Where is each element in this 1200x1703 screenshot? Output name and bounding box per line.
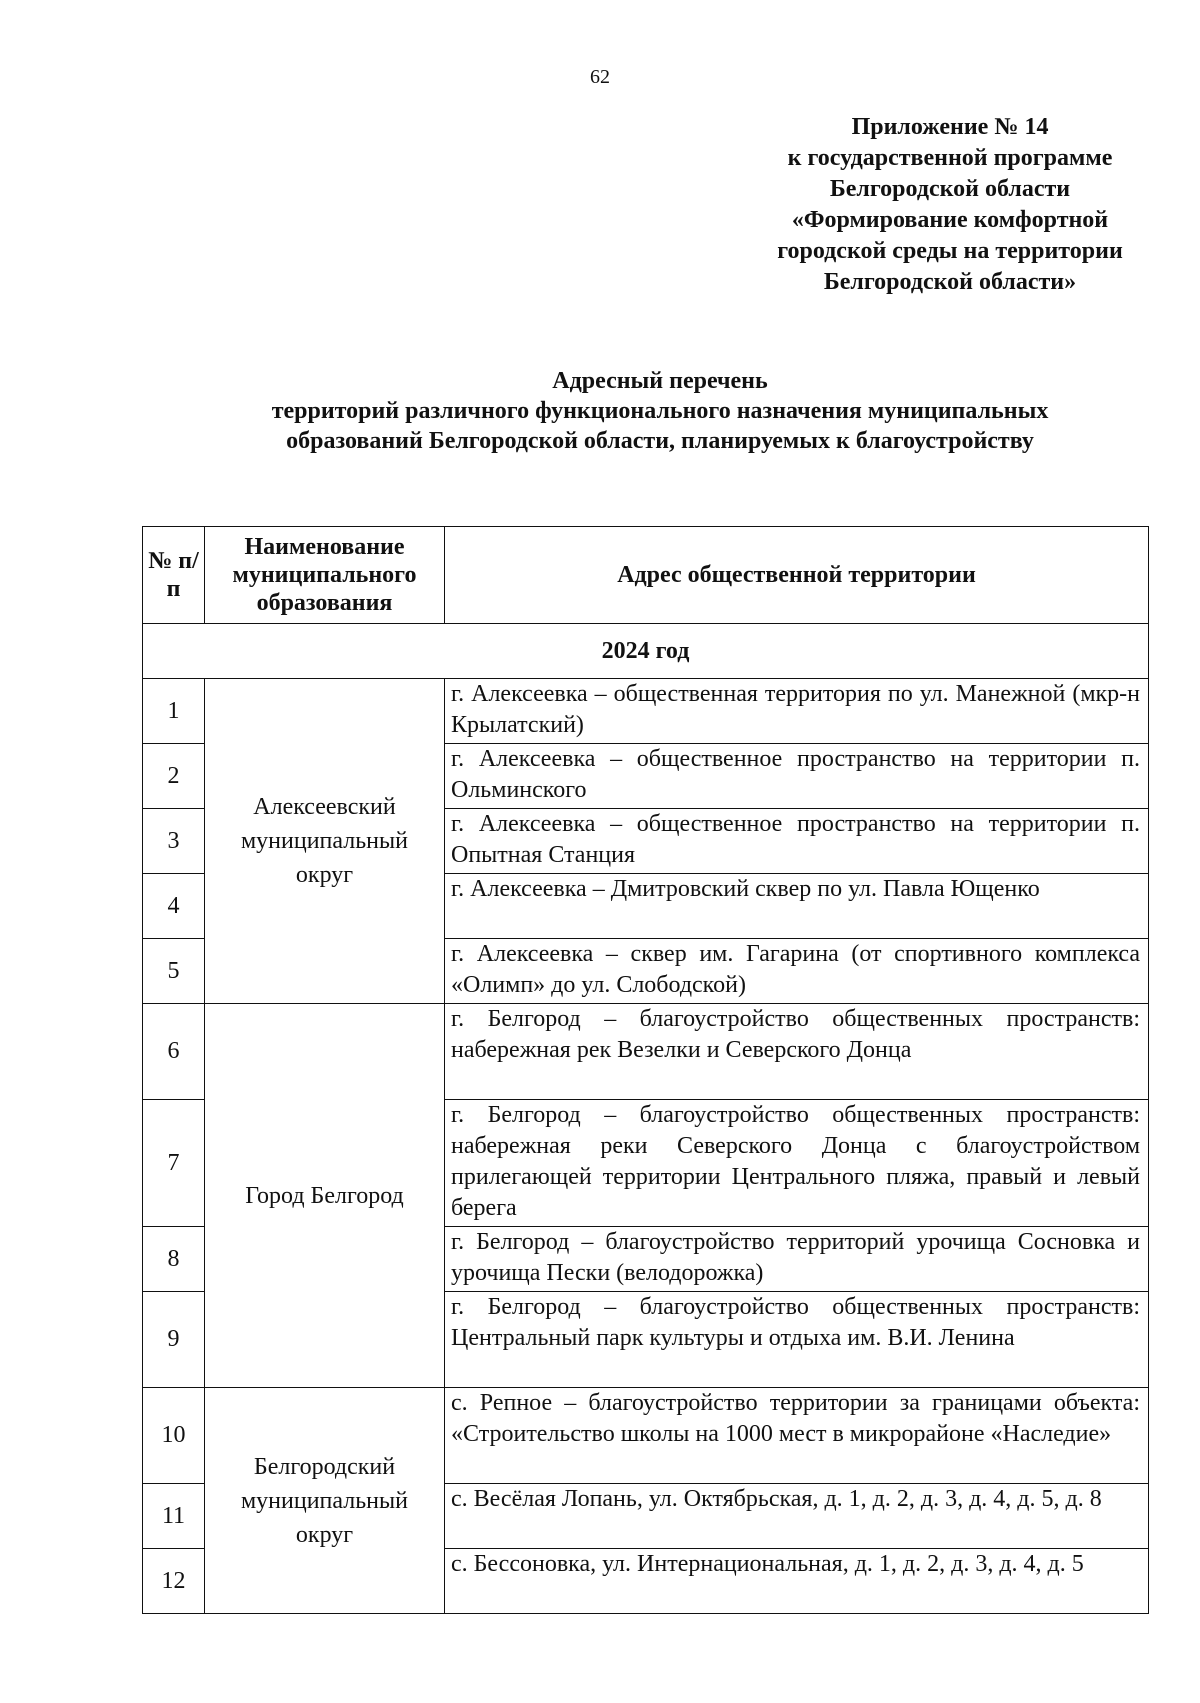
appendix-line: Белгородской области bbox=[829, 176, 1071, 202]
municipality-cell: Город Белгород bbox=[205, 1004, 445, 1388]
row-number: 1 bbox=[143, 679, 205, 744]
row-number: 2 bbox=[143, 744, 205, 809]
header-number: № п/п bbox=[143, 527, 205, 624]
address-cell: г. Алексеевка – общественное пространство на территории п. Опытная Станция bbox=[445, 809, 1149, 874]
address-cell: г. Белгород – благоустройство территорий урочища Сосновка и урочища Пески (велодорожка) bbox=[445, 1227, 1149, 1292]
title-line: образований Белгородской области, планируемых к благоустройству bbox=[286, 428, 1034, 454]
row-number: 11 bbox=[143, 1484, 205, 1549]
row-number: 4 bbox=[143, 874, 205, 939]
table-row bbox=[143, 1004, 1149, 1100]
row-number: 7 bbox=[143, 1100, 205, 1227]
address-cell: г. Белгород – благоустройство общественных пространств: набережная реки Северского Донца с благоустройством прилегающей территории Центрального пляжа, правый и левый берега bbox=[445, 1100, 1149, 1227]
page-number: 62 bbox=[590, 66, 610, 88]
row-number: 9 bbox=[143, 1292, 205, 1388]
appendix-line: городской среды на территории bbox=[777, 238, 1123, 264]
address-cell: г. Алексеевка – общественное пространство на территории п. Ольминского bbox=[445, 744, 1149, 809]
address-cell: г. Алексеевка – Дмитровский сквер по ул. Павла Ющенко bbox=[445, 874, 1149, 939]
row-number: 12 bbox=[143, 1549, 205, 1614]
table-row bbox=[143, 679, 1149, 744]
table-row bbox=[143, 1388, 1149, 1484]
row-number: 8 bbox=[143, 1227, 205, 1292]
appendix-block bbox=[700, 112, 1200, 298]
appendix-line: к государственной программе bbox=[787, 145, 1113, 171]
year-row: 2024 год bbox=[143, 624, 1149, 679]
row-number: 3 bbox=[143, 809, 205, 874]
address-cell: г. Алексеевка – сквер им. Гагарина (от спортивного комплекса «Олимп» до ул. Слободской) bbox=[445, 939, 1149, 1004]
municipality-cell: Белгородский муниципальный округ bbox=[205, 1388, 445, 1614]
municipality-cell: Алексеевский муниципальный округ bbox=[205, 679, 445, 1004]
document-title bbox=[140, 366, 1180, 456]
row-number: 5 bbox=[143, 939, 205, 1004]
row-number: 6 bbox=[143, 1004, 205, 1100]
address-cell: с. Бессоновка, ул. Интернациональная, д. 1, д. 2, д. 3, д. 4, д. 5 bbox=[445, 1549, 1149, 1614]
header-address: Адрес общественной территории bbox=[445, 527, 1149, 624]
address-cell: г. Белгород – благоустройство общественных пространств: набережная рек Везелки и Северского Донца bbox=[445, 1004, 1149, 1100]
address-cell: г. Алексеевка – общественная территория по ул. Манежной (мкр-н Крылатский) bbox=[445, 679, 1149, 744]
address-register-table bbox=[142, 526, 1149, 1614]
appendix-line: Белгородской области» bbox=[823, 269, 1077, 295]
header-municipality: Наименование муниципального образования bbox=[205, 527, 445, 624]
title-line: территорий различного функционального назначения муниципальных bbox=[271, 398, 1049, 424]
address-cell: с. Весёлая Лопань, ул. Октябрьская, д. 1, д. 2, д. 3, д. 4, д. 5, д. 8 bbox=[445, 1484, 1149, 1549]
row-number: 10 bbox=[143, 1388, 205, 1484]
appendix-line: Приложение № 14 bbox=[851, 114, 1049, 140]
title-line: Адресный перечень bbox=[552, 368, 768, 394]
address-cell: г. Белгород – благоустройство общественных пространств: Центральный парк культуры и отдыха им. В.И. Ленина bbox=[445, 1292, 1149, 1388]
appendix-line: «Формирование комфортной bbox=[791, 207, 1109, 233]
address-cell: с. Репное – благоустройство территории за границами объекта: «Строительство школы на 1000 мест в микрорайоне «Наследие» bbox=[445, 1388, 1149, 1484]
